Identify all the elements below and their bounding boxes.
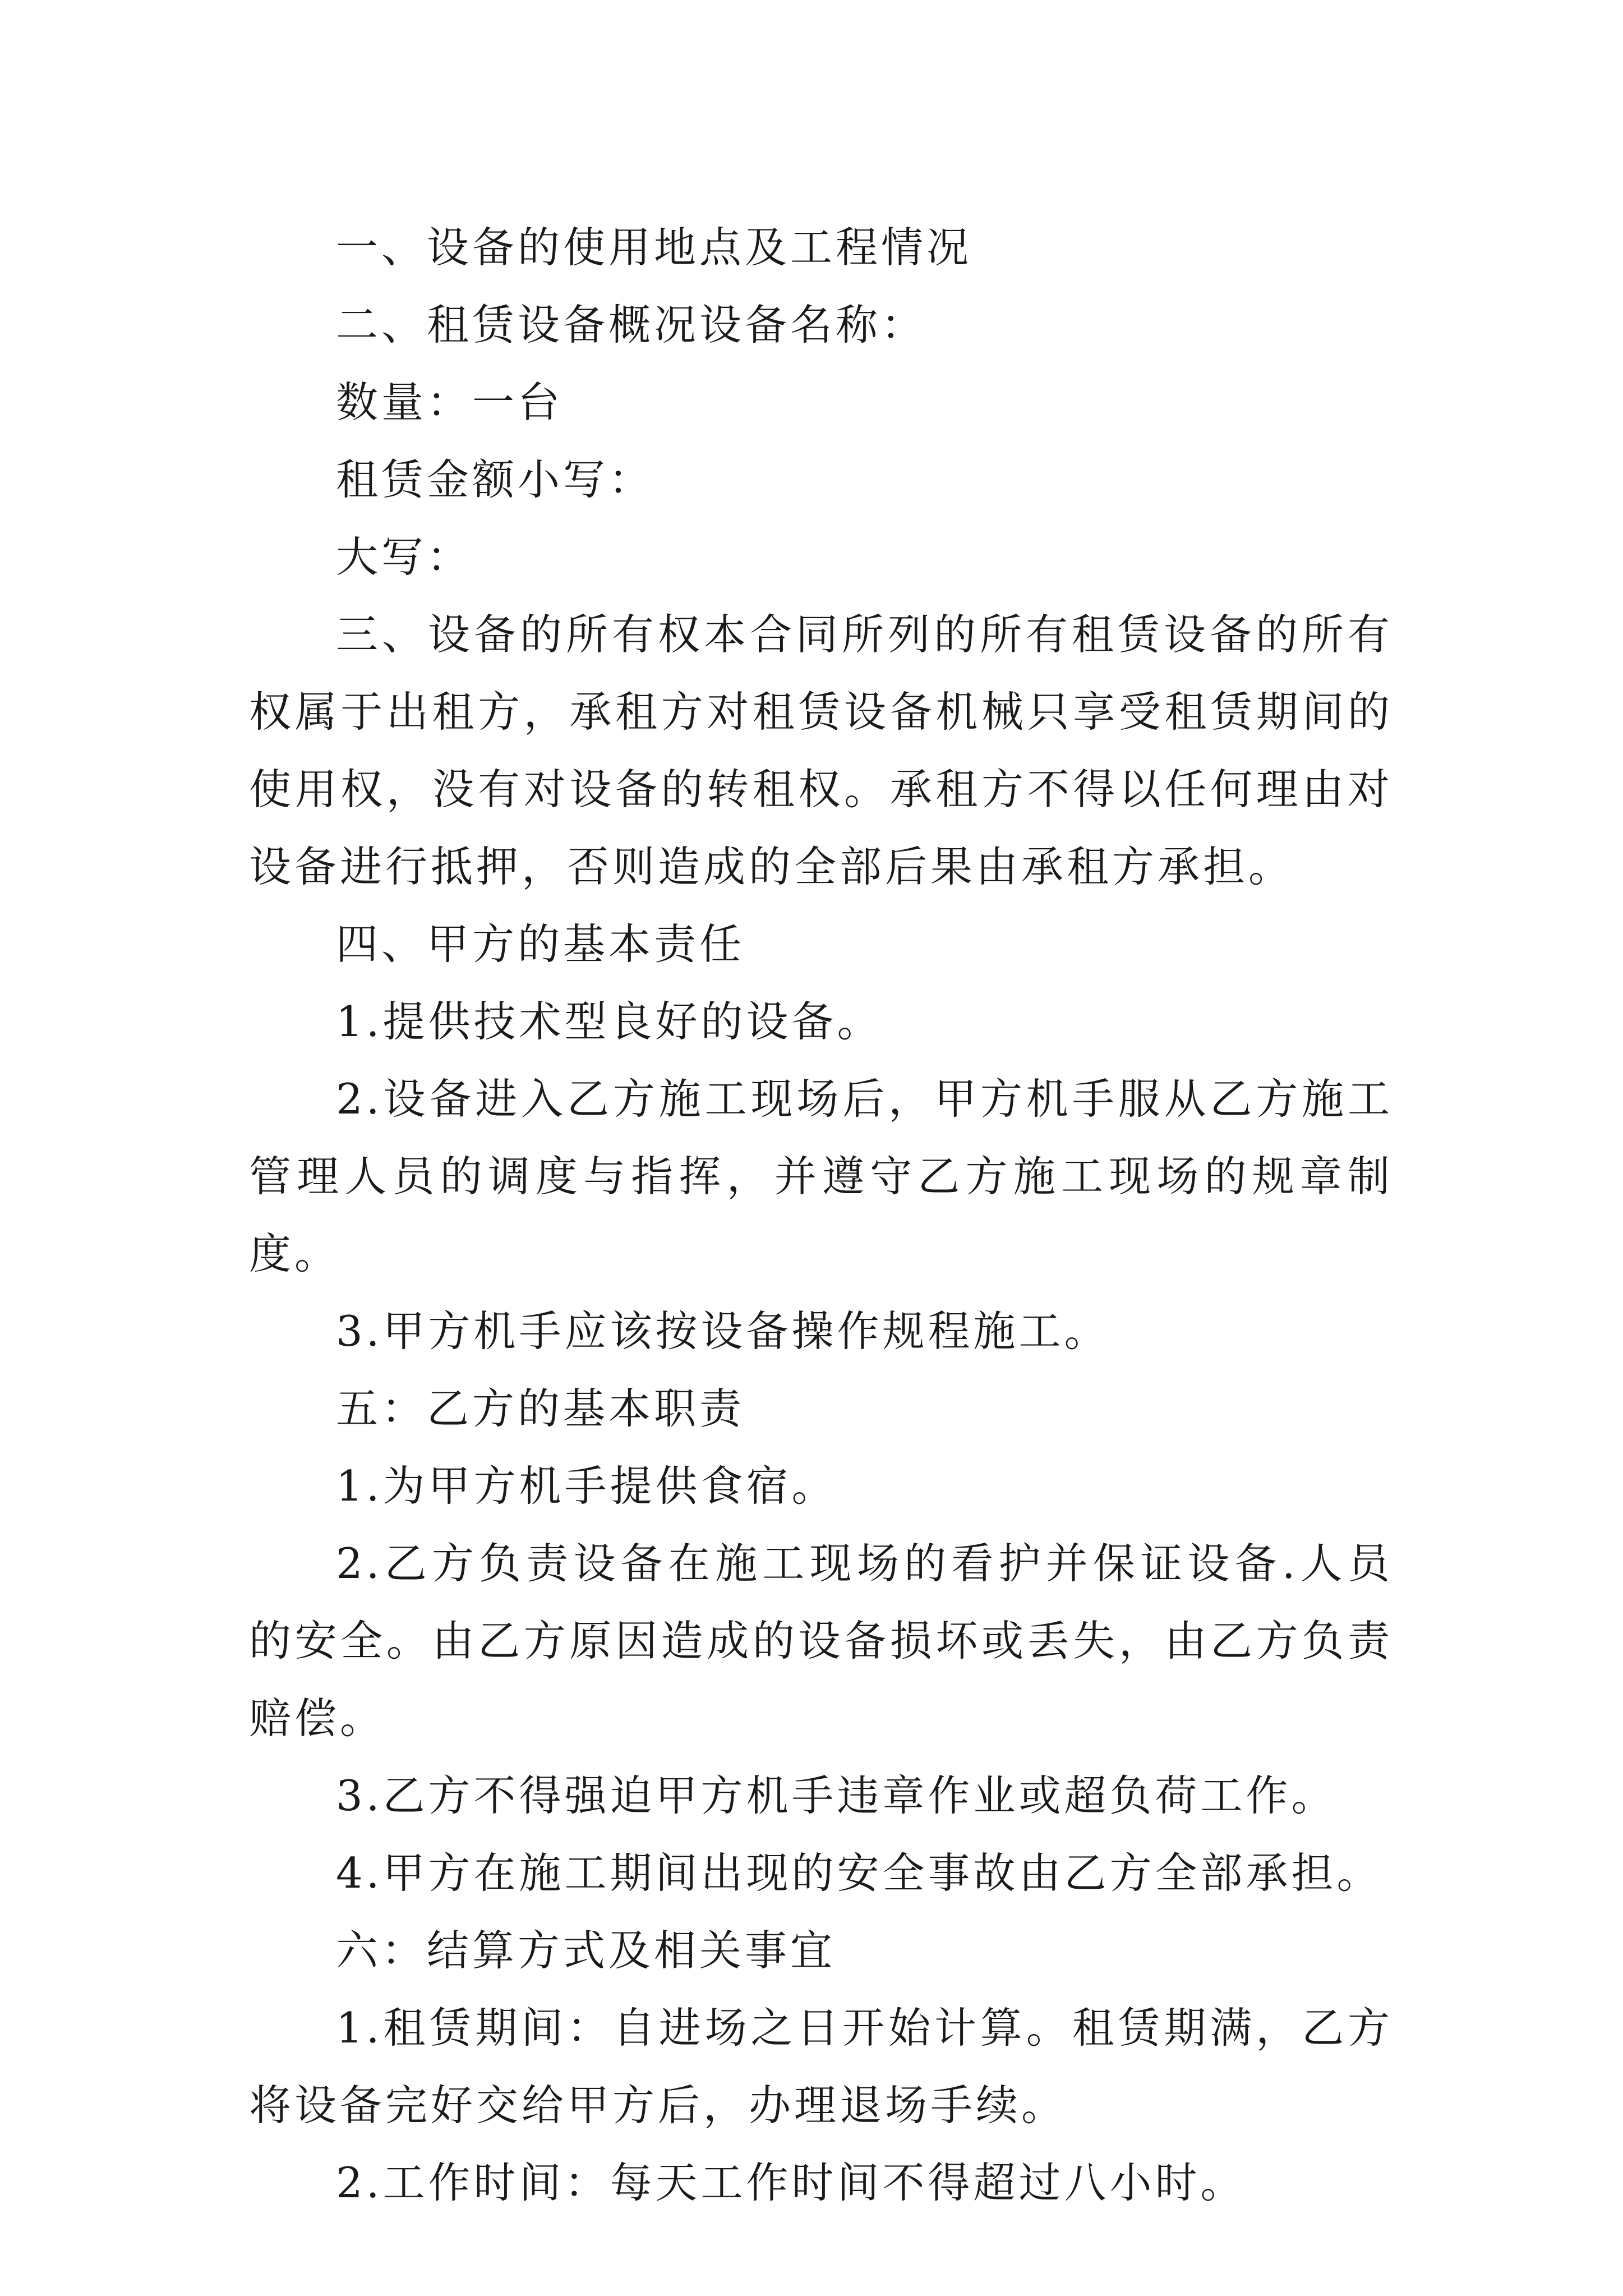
section-heading-5: 五：乙方的基本职责 (336, 1384, 745, 1433)
clause-6-1: 1.租赁期间：自进场之日开始计算。租赁期满，乙方将设备完好交给甲方后，办理退场手续。 (249, 2003, 1393, 2130)
clause-4-2: 2.设备进入乙方施工现场后，甲方机手服从乙方施工管理人员的调度与指挥，并遵守乙方施工现场的规章制度。 (249, 1074, 1393, 1278)
clause-4-1: 1.提供技术型良好的设备。 (336, 997, 883, 1046)
clause-4-3: 3.甲方机手应该按设备操作规程施工。 (336, 1306, 1110, 1356)
clause-5-1: 1.为甲方机手提供食宿。 (336, 1461, 837, 1511)
quantity-line: 数量：一台 (336, 378, 564, 427)
section-heading-2: 二、租赁设备概况设备名称： (336, 300, 927, 349)
clause-5-3: 3.乙方不得强迫甲方机手违章作业或超负荷工作。 (336, 1771, 1337, 1820)
section-heading-1: 一、设备的使用地点及工程情况 (336, 223, 972, 272)
amount-uppercase-line: 大写： (336, 532, 473, 582)
clause-5-2: 2.乙方负责设备在施工现场的看护并保证设备.人员的安全。由乙方原因造成的设备损坏或丢失，由乙方负责赔偿。 (249, 1539, 1393, 1743)
clause-6-2: 2.工作时间：每天工作时间不得超过八小时。 (336, 2158, 1246, 2207)
clause-5-4: 4.甲方在施工期间出现的安全事故由乙方全部承担。 (336, 1848, 1382, 1898)
amount-lowercase-line: 租赁金额小写： (336, 455, 654, 504)
section-3-paragraph: 三、设备的所有权本合同所列的所有租赁设备的所有权属于出租方，承租方对租赁设备机械只享受租赁期间的使用权，没有对设备的转租权。承租方不得以任何理由对设备进行抵押，否则造成的全部后果由承租方承担。 (249, 610, 1393, 891)
document-body (249, 209, 1393, 2221)
section-heading-6: 六：结算方式及相关事宜 (336, 1926, 836, 1975)
section-heading-4: 四、甲方的基本责任 (336, 919, 745, 969)
